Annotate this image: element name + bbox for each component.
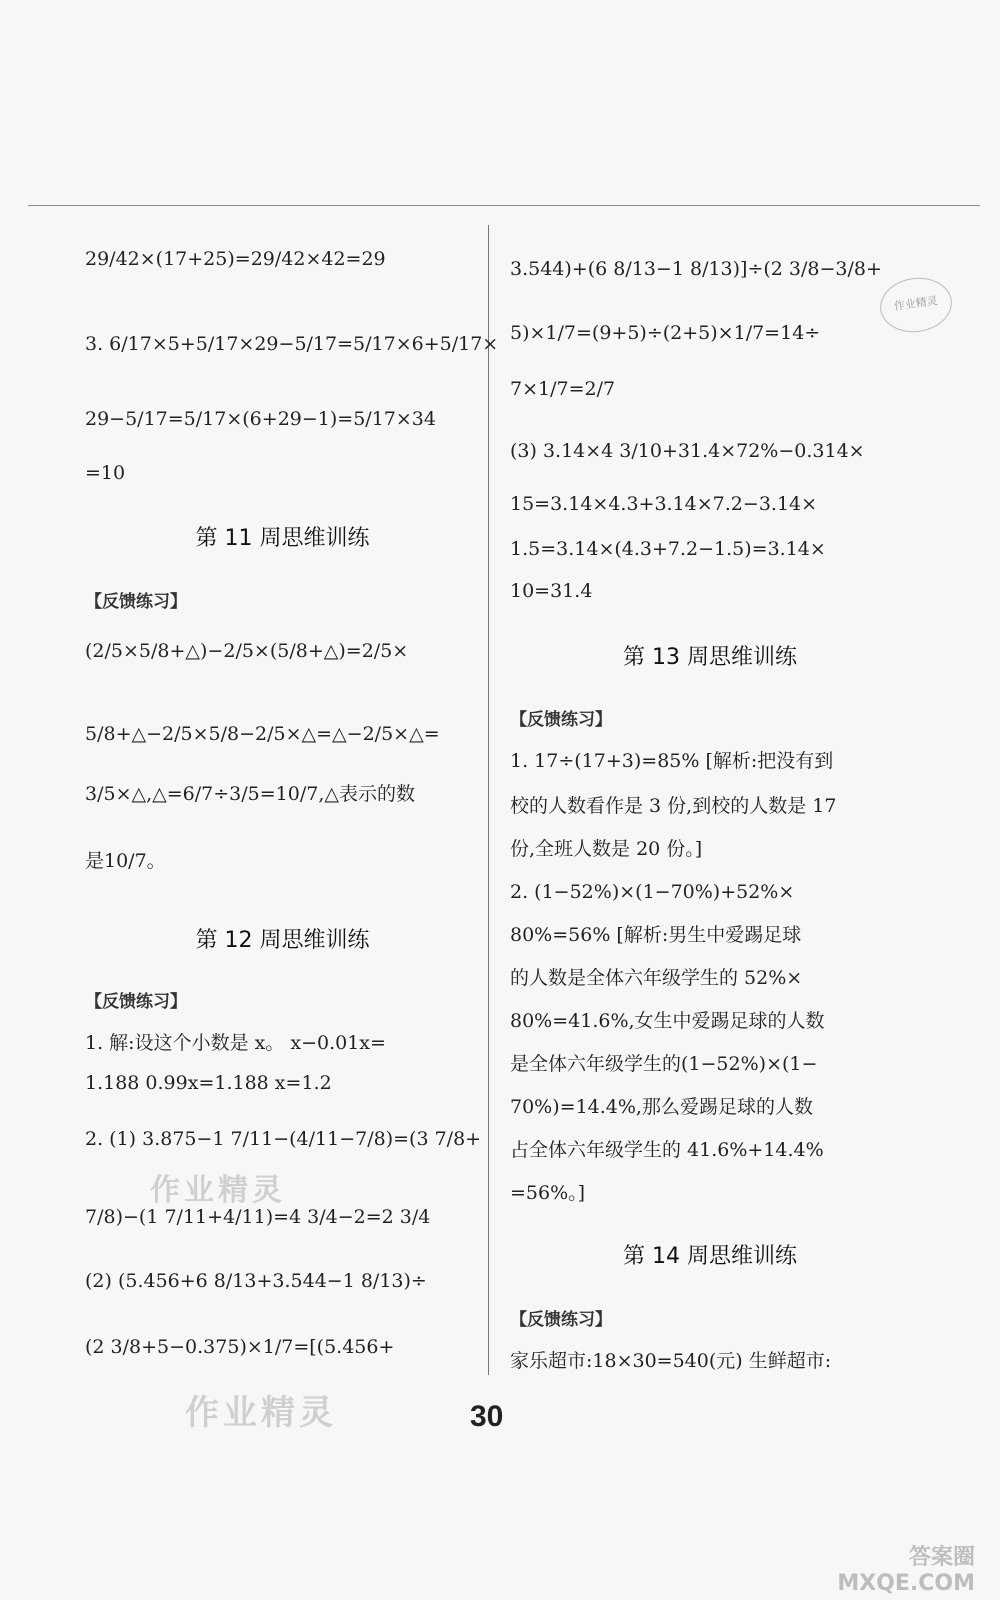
text-line: 占全体六年级学生的 41.6%+14.4% xyxy=(510,1139,824,1161)
site-logo-text: 答案圈 MXQE.COM xyxy=(837,1545,975,1596)
text-line: (2 3/8+5−0.375)×1/7=[(5.456+ xyxy=(85,1336,395,1358)
feedback-label: 【反馈练习】 xyxy=(510,710,612,730)
text-line: (3) 3.14×4 3/10+31.4×72%−0.314× xyxy=(510,440,865,462)
text-line: 80%=41.6%,女生中爱踢足球的人数 xyxy=(510,1010,825,1032)
text-line: 80%=56% [解析:男生中爱踢足球 xyxy=(510,924,802,946)
site-logo xyxy=(790,1510,975,1596)
text-line: (2/5×5/8+△)−2/5×(5/8+△)=2/5× xyxy=(85,640,409,662)
text-line: 29−5/17=5/17×(6+29−1)=5/17×34 xyxy=(85,408,436,430)
column-divider xyxy=(488,225,489,1375)
text-line: 3.544)+(6 8/13−1 8/13)]÷(2 3/8−3/8+ xyxy=(510,258,882,280)
text-line: 5)×1/7=(9+5)÷(2+5)×1/7=14÷ xyxy=(510,322,821,344)
stamp-text: 作业精灵 xyxy=(893,294,939,314)
text-line: 1.5=3.14×(4.3+7.2−1.5)=3.14× xyxy=(510,538,826,560)
text-line: 1. 17÷(17+3)=85% [解析:把没有到 xyxy=(510,750,834,772)
text-line: 5/8+△−2/5×5/8−2/5×△=△−2/5×△= xyxy=(85,723,440,745)
section-title-12: 第 12 周思维训练 xyxy=(195,928,370,953)
section-title-11: 第 11 周思维训练 xyxy=(195,526,370,551)
text-line: 29/42×(17+25)=29/42×42=29 xyxy=(85,248,386,270)
top-rule xyxy=(28,205,980,206)
text-line: 1. 解:设这个小数是 x。 x−0.01x= xyxy=(85,1032,386,1054)
text-line: 1.188 0.99x=1.188 x=1.2 xyxy=(85,1072,332,1094)
text-line: 2. (1−52%)×(1−70%)+52%× xyxy=(510,881,795,903)
text-line: 70%)=14.4%,那么爱踢足球的人数 xyxy=(510,1096,813,1118)
text-line: 7×1/7=2/7 xyxy=(510,378,616,400)
watermark-text: 作业精灵 xyxy=(150,1173,286,1208)
text-line: 是10/7。 xyxy=(85,850,166,872)
text-line: (2) (5.456+6 8/13+3.544−1 8/13)÷ xyxy=(85,1270,427,1292)
feedback-label: 【反馈练习】 xyxy=(510,1310,612,1330)
text-line: 家乐超市:18×30=540(元) 生鲜超市: xyxy=(510,1350,832,1372)
watermark-stamp xyxy=(877,273,956,336)
page-number: 30 xyxy=(470,1400,504,1433)
text-line: 3. 6/17×5+5/17×29−5/17=5/17×6+5/17× xyxy=(85,333,499,355)
text-line: 3/5×△,△=6/7÷3/5=10/7,△表示的数 xyxy=(85,783,415,805)
text-line: 校的人数看作是 3 份,到校的人数是 17 xyxy=(510,795,837,817)
text-line: 的人数是全体六年级学生的 52%× xyxy=(510,967,803,989)
text-line: 2. (1) 3.875−1 7/11−(4/11−7/8)=(3 7/8+ xyxy=(85,1128,482,1150)
feedback-label: 【反馈练习】 xyxy=(85,592,187,612)
text-line: =10 xyxy=(85,462,126,484)
text-line: 15=3.14×4.3+3.14×7.2−3.14× xyxy=(510,493,818,515)
section-title-13: 第 13 周思维训练 xyxy=(623,645,797,670)
text-line: =56%。] xyxy=(510,1182,586,1204)
text-line: 7/8)−(1 7/11+4/11)=4 3/4−2=2 3/4 xyxy=(85,1206,431,1228)
section-title-14: 第 14 周思维训练 xyxy=(623,1244,797,1269)
text-line: 份,全班人数是 20 份。] xyxy=(510,838,703,860)
text-line: 10=31.4 xyxy=(510,580,593,602)
text-line: 是全体六年级学生的(1−52%)×(1− xyxy=(510,1053,818,1075)
watermark-text: 作业精灵 xyxy=(185,1393,337,1433)
feedback-label: 【反馈练习】 xyxy=(85,992,187,1012)
